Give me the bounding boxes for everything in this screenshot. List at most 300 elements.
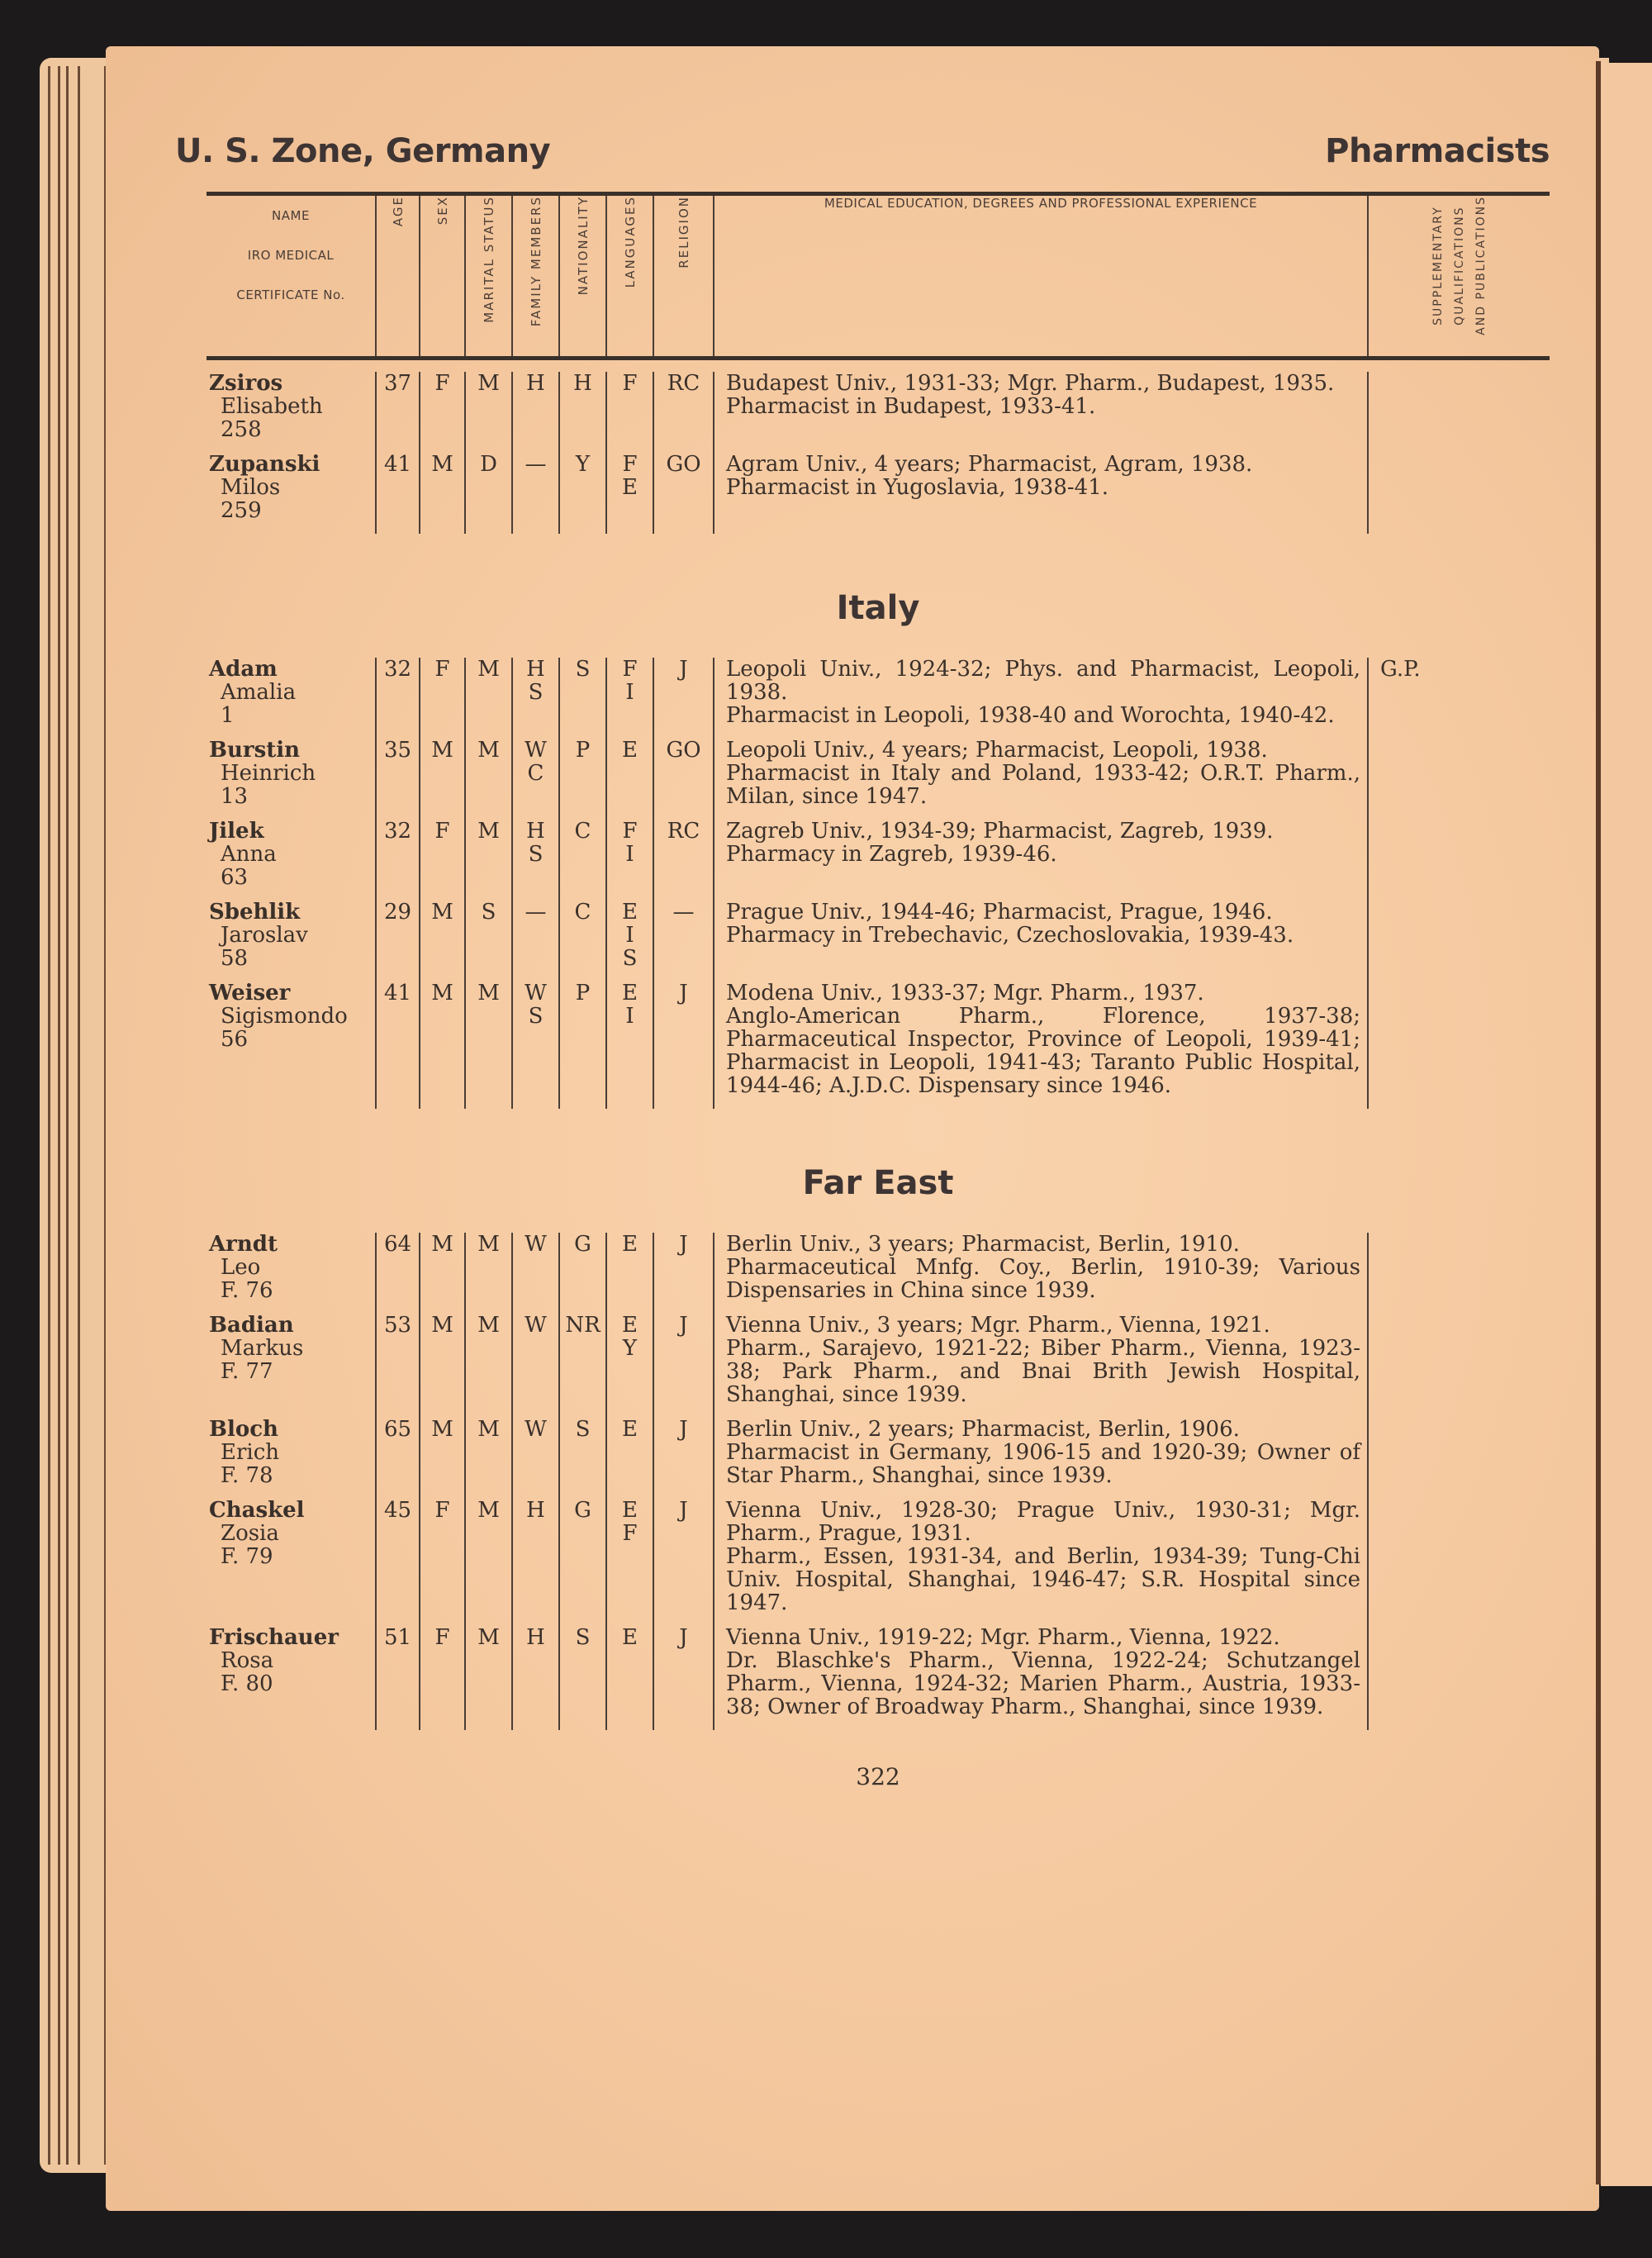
cell-age: 41 xyxy=(376,982,420,1097)
running-head-left: U. S. Zone, Germany xyxy=(175,132,551,170)
row-spacer-cell xyxy=(465,522,512,534)
row-spacer-cell xyxy=(559,1718,606,1730)
table-row xyxy=(206,982,1550,1097)
cell-supplementary xyxy=(1368,1418,1550,1487)
experience-paragraph: Pharmacy in Zagreb, 1939-46. xyxy=(726,842,1057,867)
row-spacer-cell xyxy=(1368,441,1550,453)
cell-languages: F xyxy=(606,372,653,441)
row-spacer-cell xyxy=(653,441,714,453)
cell-sex: M xyxy=(420,453,465,522)
row-spacer-cell xyxy=(206,1718,376,1730)
cell-languages: E F xyxy=(606,1499,653,1614)
row-spacer-cell xyxy=(512,441,559,453)
table-row xyxy=(206,901,1550,970)
cell-age: 45 xyxy=(376,1499,420,1614)
cell-marital: D xyxy=(465,453,512,522)
row-spacer-cell xyxy=(376,1614,420,1626)
cell-sex: M xyxy=(420,1418,465,1487)
experience-paragraph: Budapest Univ., 1931-33; Mgr. Pharm., Budapest, 1935. xyxy=(726,371,1335,396)
cell-experience xyxy=(714,658,1368,727)
entry-given-name: Zosia xyxy=(221,1521,279,1546)
row-spacer-cell xyxy=(420,1302,465,1314)
row-spacer-cell xyxy=(653,1302,714,1314)
row-spacer-cell xyxy=(206,1097,376,1109)
cell-languages: F I xyxy=(606,820,653,889)
row-spacer-cell xyxy=(653,970,714,982)
cell-religion: — xyxy=(653,901,714,970)
cell-languages: F I xyxy=(606,658,653,727)
cell-experience xyxy=(714,1626,1368,1718)
row-spacer-cell xyxy=(206,1614,376,1626)
cell-religion: RC xyxy=(653,820,714,889)
cell-marital: S xyxy=(465,901,512,970)
table-row xyxy=(206,1314,1550,1406)
row-spacer-cell xyxy=(376,970,420,982)
cell-sex: F xyxy=(420,1499,465,1614)
cell-sex: F xyxy=(420,372,465,441)
table-row xyxy=(206,739,1550,808)
row-spacer-cell xyxy=(559,441,606,453)
cell-languages: E I xyxy=(606,982,653,1097)
row-spacer-cell xyxy=(559,522,606,534)
row-spacer-cell xyxy=(376,808,420,820)
row-spacer-cell xyxy=(559,1487,606,1499)
row-spacer-cell xyxy=(465,727,512,739)
row-spacer-cell xyxy=(376,1487,420,1499)
table-row xyxy=(206,372,1550,441)
cell-nationality: NR xyxy=(559,1314,606,1406)
cell-age: 37 xyxy=(376,372,420,441)
cell-experience xyxy=(714,1314,1368,1406)
row-spacer-cell xyxy=(465,1406,512,1418)
row-spacer-cell xyxy=(376,441,420,453)
entry-given-name: Amalia xyxy=(221,680,297,705)
row-spacer-cell xyxy=(420,1614,465,1626)
cell-sex: M xyxy=(420,982,465,1097)
cell-languages: E Y xyxy=(606,1314,653,1406)
entry-certificate-number: F. 77 xyxy=(221,1359,273,1384)
cell-nationality: S xyxy=(559,1418,606,1487)
row-spacer-cell xyxy=(465,1487,512,1499)
column-header-name-line: IRO MEDICAL xyxy=(247,248,335,263)
page-edge-line xyxy=(66,66,69,2165)
cell-languages: F E xyxy=(606,453,653,522)
row-spacer-cell xyxy=(606,1097,653,1109)
row-spacer-cell xyxy=(714,1614,1368,1626)
entry-name xyxy=(206,1418,376,1487)
row-spacer-cell xyxy=(465,1718,512,1730)
section-title: Far East xyxy=(802,1164,954,1202)
entry-name xyxy=(206,739,376,808)
row-spacer-cell xyxy=(1368,1487,1550,1499)
row-spacer-cell xyxy=(606,889,653,901)
experience-paragraph: Vienna Univ., 1928-30; Prague Univ., 1930-31; Mgr. Pharm., Prague, 1931. xyxy=(726,1498,1360,1546)
cell-family: — xyxy=(512,453,559,522)
entry-given-name: Milos xyxy=(221,475,281,500)
entry-name xyxy=(206,1233,376,1302)
row-spacer-cell xyxy=(376,1097,420,1109)
row-spacer-cell xyxy=(653,522,714,534)
row-spacer xyxy=(206,1097,1550,1109)
entry-certificate-number: F. 80 xyxy=(221,1671,273,1696)
row-spacer-cell xyxy=(512,1487,559,1499)
row-spacer xyxy=(206,808,1550,820)
row-spacer-cell xyxy=(606,1487,653,1499)
row-spacer-cell xyxy=(206,522,376,534)
row-spacer-cell xyxy=(1368,727,1550,739)
cell-sex: M xyxy=(420,739,465,808)
entry-surname: Zsiros xyxy=(209,371,283,396)
cell-languages: E xyxy=(606,1233,653,1302)
cell-age: 51 xyxy=(376,1626,420,1718)
entries xyxy=(206,372,1550,1730)
row-spacer-cell xyxy=(512,1097,559,1109)
row-spacer-cell xyxy=(653,1718,714,1730)
row-spacer-cell xyxy=(465,1097,512,1109)
entry-certificate-number: 259 xyxy=(221,498,262,523)
column-header-experience: MEDICAL EDUCATION, DEGREES AND PROFESSIONAL EXPERIENCE xyxy=(714,196,1368,356)
cell-experience xyxy=(714,1418,1368,1487)
entry-given-name: Sigismondo xyxy=(221,1004,348,1029)
entry-certificate-number: F. 79 xyxy=(221,1544,273,1569)
row-spacer-cell xyxy=(606,808,653,820)
row-spacer-cell xyxy=(714,1487,1368,1499)
entry-name xyxy=(206,901,376,970)
header-rule-bottom xyxy=(206,356,1550,360)
running-head-right: Pharmacists xyxy=(1325,132,1550,170)
row-spacer-cell xyxy=(376,522,420,534)
entry-surname: Jilek xyxy=(209,819,264,844)
experience-paragraph: Pharmacy in Trebechavic, Czechoslovakia, 1939-43. xyxy=(726,923,1294,948)
row-spacer-cell xyxy=(714,970,1368,982)
row-spacer-cell xyxy=(1368,808,1550,820)
entry-certificate-number: 1 xyxy=(221,703,235,728)
cell-marital: M xyxy=(465,820,512,889)
row-spacer-cell xyxy=(714,889,1368,901)
experience-paragraph: Pharmacist in Germany, 1906-15 and 1920-39; Owner of Star Pharm., Shanghai, since 1939. xyxy=(726,1440,1360,1488)
row-spacer-cell xyxy=(465,441,512,453)
cell-family: W S xyxy=(512,982,559,1097)
cell-supplementary xyxy=(1368,739,1550,808)
table-row xyxy=(206,1233,1550,1302)
row-spacer-cell xyxy=(653,727,714,739)
column-header-marital-status: MARITAL STATUS xyxy=(481,196,496,323)
page-edge-line xyxy=(58,66,60,2165)
entries-table xyxy=(206,1233,1550,1730)
row-spacer-cell xyxy=(1368,970,1550,982)
experience-paragraph: Leopoli Univ., 1924-32; Phys. and Pharmacist, Leopoli, 1938. xyxy=(726,657,1360,705)
entry-surname: Arndt xyxy=(209,1232,278,1257)
cell-supplementary xyxy=(1368,1233,1550,1302)
cell-family: W xyxy=(512,1418,559,1487)
cell-family: H xyxy=(512,372,559,441)
cell-experience xyxy=(714,1233,1368,1302)
entry-name xyxy=(206,982,376,1097)
cell-marital: M xyxy=(465,1418,512,1487)
experience-paragraph: Leopoli Univ., 4 years; Pharmacist, Leopoli, 1938. xyxy=(726,738,1268,763)
cell-age: 64 xyxy=(376,1233,420,1302)
row-spacer-cell xyxy=(512,1406,559,1418)
row-spacer xyxy=(206,522,1550,534)
experience-paragraph: Modena Univ., 1933-37; Mgr. Pharm., 1937. xyxy=(726,981,1204,1005)
experience-paragraph: Berlin Univ., 2 years; Pharmacist, Berlin, 1906. xyxy=(726,1417,1240,1442)
entry-certificate-number: F. 76 xyxy=(221,1278,273,1303)
row-spacer xyxy=(206,1614,1550,1626)
row-spacer-cell xyxy=(512,1614,559,1626)
row-spacer-cell xyxy=(465,808,512,820)
cell-nationality: C xyxy=(559,901,606,970)
experience-paragraph: Zagreb Univ., 1934-39; Pharmacist, Zagreb, 1939. xyxy=(726,819,1274,844)
experience-paragraph: Anglo-American Pharm., Florence, 1937-38; Pharmaceutical Inspector, Province of Leopoli, 1939-41; Pharmacist in Leopoli, 1941-43; Taranto Public Hospital, 1944-46; A.J.D.C. Dispensary since 1946. xyxy=(726,1004,1360,1098)
row-spacer-cell xyxy=(653,889,714,901)
cell-family: W xyxy=(512,1233,559,1302)
entry-surname: Zupanski xyxy=(209,452,320,477)
cell-religion: J xyxy=(653,982,714,1097)
table-row xyxy=(206,1499,1550,1614)
row-spacer-cell xyxy=(606,1406,653,1418)
entry-certificate-number: 58 xyxy=(221,946,249,971)
cell-marital: M xyxy=(465,372,512,441)
cell-religion: GO xyxy=(653,453,714,522)
row-spacer-cell xyxy=(559,1097,606,1109)
experience-paragraph: Vienna Univ., 3 years; Mgr. Pharm., Vienna, 1921. xyxy=(726,1313,1270,1338)
entry-certificate-number: 56 xyxy=(221,1027,249,1052)
experience-paragraph: Pharm., Essen, 1931-34, and Berlin, 1934-39; Tung-Chi Univ. Hospital, Shanghai, 1946-47; S.R. Hospital since 1947. xyxy=(726,1544,1360,1615)
row-spacer xyxy=(206,1302,1550,1314)
experience-paragraph: Pharmacist in Yugoslavia, 1938-41. xyxy=(726,475,1109,500)
cell-nationality: G xyxy=(559,1499,606,1614)
row-spacer-cell xyxy=(512,1718,559,1730)
cell-marital: M xyxy=(465,1499,512,1614)
cell-supplementary: G.P. xyxy=(1368,658,1550,727)
column-header-supplementary xyxy=(1427,196,1492,335)
cell-age: 32 xyxy=(376,820,420,889)
column-header-languages: LANGUAGES xyxy=(622,196,638,288)
column-header-family-members: FAMILY MEMBERS xyxy=(528,196,544,327)
cell-nationality: S xyxy=(559,1626,606,1718)
row-spacer-cell xyxy=(420,1718,465,1730)
experience-paragraph: Pharm., Sarajevo, 1921-22; Biber Pharm., Vienna, 1923-38; Park Pharm., and Bnai Brith Jewish Hospital, Shanghai, since 1939. xyxy=(726,1336,1360,1407)
cell-marital: M xyxy=(465,739,512,808)
cell-supplementary xyxy=(1368,1626,1550,1718)
cell-nationality: S xyxy=(559,658,606,727)
entries-table xyxy=(206,372,1550,534)
row-spacer-cell xyxy=(206,970,376,982)
table-row xyxy=(206,820,1550,889)
row-spacer-cell xyxy=(714,808,1368,820)
cell-experience xyxy=(714,739,1368,808)
cell-religion: J xyxy=(653,1499,714,1614)
cell-supplementary xyxy=(1368,372,1550,441)
column-header-age: AGE xyxy=(390,196,406,227)
row-spacer-cell xyxy=(559,1302,606,1314)
column-header-name-line: NAME xyxy=(272,208,310,223)
cell-nationality: G xyxy=(559,1233,606,1302)
column-header-name xyxy=(206,196,376,356)
row-spacer-cell xyxy=(465,970,512,982)
row-spacer-cell xyxy=(714,1406,1368,1418)
cell-family: H xyxy=(512,1499,559,1614)
row-spacer-cell xyxy=(653,1406,714,1418)
cell-nationality: Y xyxy=(559,453,606,522)
row-spacer-cell xyxy=(420,727,465,739)
column-header-name-line: CERTIFICATE No. xyxy=(236,288,345,302)
cell-family: W xyxy=(512,1314,559,1406)
entry-name xyxy=(206,1626,376,1718)
cell-religion: J xyxy=(653,1314,714,1406)
cell-age: 29 xyxy=(376,901,420,970)
table-row xyxy=(206,658,1550,727)
row-spacer-cell xyxy=(206,1406,376,1418)
row-spacer-cell xyxy=(420,808,465,820)
entry-given-name: Anna xyxy=(221,842,277,867)
row-spacer-cell xyxy=(376,889,420,901)
cell-experience xyxy=(714,1499,1368,1614)
row-spacer-cell xyxy=(420,1487,465,1499)
entry-surname: Chaskel xyxy=(209,1498,305,1523)
experience-paragraph: Prague Univ., 1944-46; Pharmacist, Prague, 1946. xyxy=(726,900,1273,925)
entries-table xyxy=(206,658,1550,1109)
cell-experience xyxy=(714,982,1368,1097)
cell-religion: J xyxy=(653,1233,714,1302)
row-spacer-cell xyxy=(606,1614,653,1626)
row-spacer-cell xyxy=(1368,1097,1550,1109)
row-spacer-cell xyxy=(376,1718,420,1730)
row-spacer-cell xyxy=(714,1302,1368,1314)
entry-surname: Sbehlik xyxy=(209,900,301,925)
cell-age: 53 xyxy=(376,1314,420,1406)
cell-family: H S xyxy=(512,658,559,727)
page-content xyxy=(175,132,1550,1790)
row-spacer-cell xyxy=(420,1097,465,1109)
cell-marital: M xyxy=(465,982,512,1097)
cell-experience xyxy=(714,901,1368,970)
row-spacer-cell xyxy=(714,441,1368,453)
row-spacer-cell xyxy=(559,1406,606,1418)
row-spacer-cell xyxy=(606,727,653,739)
cell-marital: M xyxy=(465,658,512,727)
row-spacer-cell xyxy=(512,522,559,534)
entry-surname: Badian xyxy=(209,1313,294,1338)
row-spacer-cell xyxy=(653,808,714,820)
cell-languages: E I S xyxy=(606,901,653,970)
row-spacer-cell xyxy=(206,441,376,453)
row-spacer-cell xyxy=(1368,522,1550,534)
row-spacer-cell xyxy=(512,889,559,901)
experience-paragraph: Pharmacist in Leopoli, 1938-40 and Worochta, 1940-42. xyxy=(726,703,1335,728)
row-spacer-cell xyxy=(420,889,465,901)
cell-marital: M xyxy=(465,1233,512,1302)
page-edge-line xyxy=(48,66,50,2165)
cell-supplementary xyxy=(1368,1499,1550,1614)
row-spacer-cell xyxy=(512,1302,559,1314)
cell-experience xyxy=(714,453,1368,522)
cell-nationality: P xyxy=(559,982,606,1097)
row-spacer-cell xyxy=(376,1406,420,1418)
column-header-nationality: NATIONALITY xyxy=(575,196,591,296)
cell-nationality: P xyxy=(559,739,606,808)
running-head xyxy=(175,132,1550,182)
entry-surname: Frischauer xyxy=(209,1625,339,1650)
cell-experience xyxy=(714,372,1368,441)
row-spacer-cell xyxy=(512,808,559,820)
entry-given-name: Jaroslav xyxy=(221,923,308,948)
row-spacer-cell xyxy=(1368,1302,1550,1314)
section-title: Italy xyxy=(836,589,920,627)
entry-name xyxy=(206,658,376,727)
entry-given-name: Markus xyxy=(221,1336,304,1361)
row-spacer-cell xyxy=(653,1614,714,1626)
row-spacer-cell xyxy=(606,1302,653,1314)
cell-supplementary xyxy=(1368,901,1550,970)
cell-marital: M xyxy=(465,1314,512,1406)
entry-certificate-number: 63 xyxy=(221,865,249,890)
row-spacer-cell xyxy=(420,970,465,982)
row-spacer-cell xyxy=(465,889,512,901)
row-spacer-cell xyxy=(420,441,465,453)
cell-sex: M xyxy=(420,1233,465,1302)
row-spacer xyxy=(206,1487,1550,1499)
row-spacer-cell xyxy=(376,727,420,739)
cell-supplementary xyxy=(1368,453,1550,522)
column-header-supplementary-line: AND PUBLICATIONS xyxy=(1474,196,1488,335)
cell-languages: E xyxy=(606,1418,653,1487)
cell-sex: M xyxy=(420,901,465,970)
cell-supplementary xyxy=(1368,820,1550,889)
row-spacer-cell xyxy=(512,727,559,739)
row-spacer-cell xyxy=(1368,889,1550,901)
entry-given-name: Rosa xyxy=(221,1648,274,1673)
entry-name xyxy=(206,820,376,889)
row-spacer-cell xyxy=(420,1406,465,1418)
row-spacer-cell xyxy=(559,889,606,901)
cell-supplementary xyxy=(1368,982,1550,1097)
experience-paragraph: Berlin Univ., 3 years; Pharmacist, Berlin, 1910. xyxy=(726,1232,1240,1257)
row-spacer xyxy=(206,1406,1550,1418)
row-spacer xyxy=(206,727,1550,739)
row-spacer-cell xyxy=(206,1487,376,1499)
row-spacer-cell xyxy=(559,1614,606,1626)
cell-family: — xyxy=(512,901,559,970)
row-spacer-cell xyxy=(559,970,606,982)
experience-paragraph: Pharmaceutical Mnfg. Coy., Berlin, 1910-39; Various Dispensaries in China since 1939. xyxy=(726,1255,1360,1303)
entry-surname: Burstin xyxy=(209,738,301,763)
row-spacer-cell xyxy=(1368,1614,1550,1626)
cell-religion: RC xyxy=(653,372,714,441)
experience-paragraph: Pharmacist in Budapest, 1933-41. xyxy=(726,394,1096,419)
row-spacer-cell xyxy=(376,1302,420,1314)
entry-surname: Adam xyxy=(209,657,278,682)
table-row xyxy=(206,453,1550,522)
cell-sex: F xyxy=(420,658,465,727)
cell-experience xyxy=(714,820,1368,889)
cell-nationality: H xyxy=(559,372,606,441)
row-spacer-cell xyxy=(206,889,376,901)
entry-name xyxy=(206,1314,376,1406)
entry-surname: Bloch xyxy=(209,1417,278,1442)
cell-family: H S xyxy=(512,820,559,889)
entry-given-name: Erich xyxy=(221,1440,280,1465)
column-header-religion: RELIGION xyxy=(676,196,691,269)
cell-religion: GO xyxy=(653,739,714,808)
cell-sex: F xyxy=(420,1626,465,1718)
column-header-sex: SEX xyxy=(434,196,450,226)
row-spacer-cell xyxy=(653,1487,714,1499)
column-header-supplementary-line: QUALIFICATIONS xyxy=(1452,206,1466,326)
cell-family: W C xyxy=(512,739,559,808)
entry-given-name: Heinrich xyxy=(221,761,316,786)
row-spacer-cell xyxy=(559,727,606,739)
